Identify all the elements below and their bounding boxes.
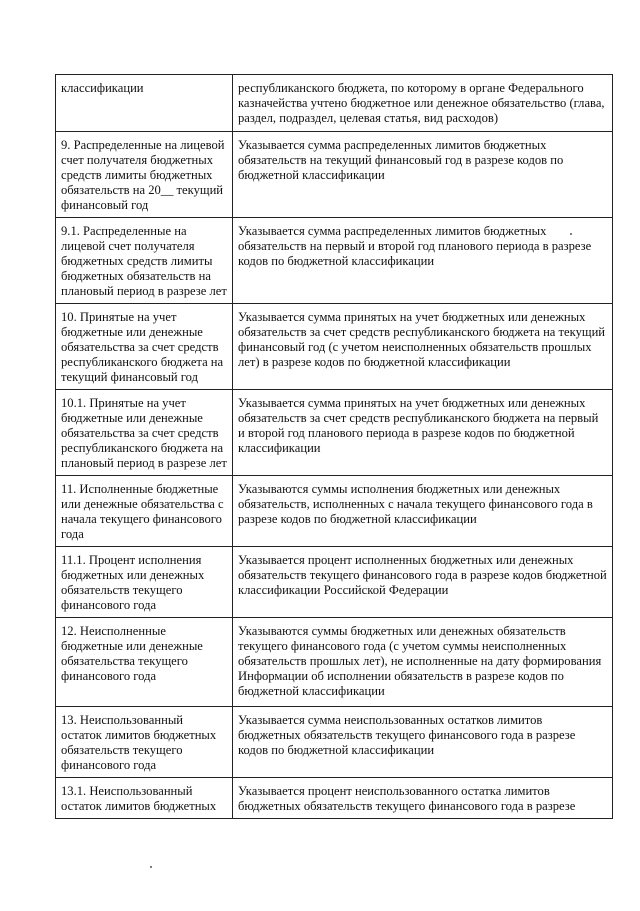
table-row <box>56 707 613 778</box>
field-description-cell: Указывается сумма принятых на учет бюджетных или денежных обязательств за счет средств республиканского бюджета на первый и второй год планового периода в разрезе кодов по бюджетной классификации <box>233 390 613 476</box>
table-row <box>56 75 613 132</box>
table-row <box>56 304 613 390</box>
table-row <box>56 547 613 618</box>
field-description-cell: республиканского бюджета, по которому в органе Федерального казначейства учтено бюджетное или денежное обязательство (глава, раздел, подраздел, целевая статья, вид расходов) <box>233 75 613 132</box>
field-description-cell: Указываются суммы бюджетных или денежных обязательств текущего финансового года (с учетом суммы неисполненных обязательств прошлых лет), не исполненные на дату формирования Информации об исполнении обязательств в разрезе кодов по бюджетной классификации <box>233 618 613 707</box>
field-name-cell: 11.1. Процент исполнения бюджетных или денежных обязательств текущего финансового года <box>56 547 233 618</box>
field-description-cell: Указывается сумма неиспользованных остатков лимитов бюджетных обязательств текущего финансового года в разрезе кодов по бюджетной классификации <box>233 707 613 778</box>
field-name-cell: 12. Неисполненные бюджетные или денежные обязательства текущего финансового года <box>56 618 233 707</box>
field-name-cell: 13. Неиспользованный остаток лимитов бюджетных обязательств текущего финансового года <box>56 707 233 778</box>
table-row <box>56 390 613 476</box>
field-description-cell: Указывается сумма принятых на учет бюджетных или денежных обязательств за счет средств республиканского бюджета на текущий финансовый год (с учетом неисполненных обязательств прошлых лет) в разрезе кодов по бюджетной классификации <box>233 304 613 390</box>
scan-speck <box>150 866 152 868</box>
field-name-cell: 11. Исполненные бюджетные или денежные обязательства с начала текущего финансового года <box>56 476 233 547</box>
field-description-cell: Указывается процент исполненных бюджетных или денежных обязательств текущего финансового года в разрезе кодов бюджетной классификации Российской Федерации <box>233 547 613 618</box>
table-row <box>56 476 613 547</box>
table-row <box>56 618 613 707</box>
field-name-cell: 10. Принятые на учет бюджетные или денежные обязательства за счет средств республиканского бюджета на текущий финансовый год <box>56 304 233 390</box>
table-row <box>56 778 613 819</box>
field-description-cell: Указывается процент неиспользованного остатка лимитов бюджетных обязательств текущего финансового года в разрезе <box>233 778 613 819</box>
field-name-cell: 13.1. Неиспользованный остаток лимитов бюджетных <box>56 778 233 819</box>
field-description-cell: Указываются суммы исполнения бюджетных или денежных обязательств, исполненных с начала текущего финансового года в разрезе кодов по бюджетной классификации <box>233 476 613 547</box>
field-description-table <box>55 74 613 819</box>
table-row <box>56 132 613 218</box>
table-row <box>56 218 613 304</box>
scan-speck <box>570 233 572 235</box>
field-name-cell: 9.1. Распределенные на лицевой счет получателя бюджетных средств лимиты бюджетных обязательств на плановый период в разрезе лет <box>56 218 233 304</box>
field-name-cell: классификации <box>56 75 233 132</box>
field-name-cell: 9. Распределенные на лицевой счет получателя бюджетных средств лимиты бюджетных обязательств на 20__ текущий финансовый год <box>56 132 233 218</box>
field-name-cell: 10.1. Принятые на учет бюджетные или денежные обязательства за счет средств республиканского бюджета на плановый период в разрезе лет <box>56 390 233 476</box>
field-description-cell: Указывается сумма распределенных лимитов бюджетных обязательств на текущий финансовый год в разрезе кодов по бюджетной классификации <box>233 132 613 218</box>
field-description-cell: Указывается сумма распределенных лимитов бюджетных обязательств на первый и второй год планового периода в разрезе кодов по бюджетной классификации <box>233 218 613 304</box>
